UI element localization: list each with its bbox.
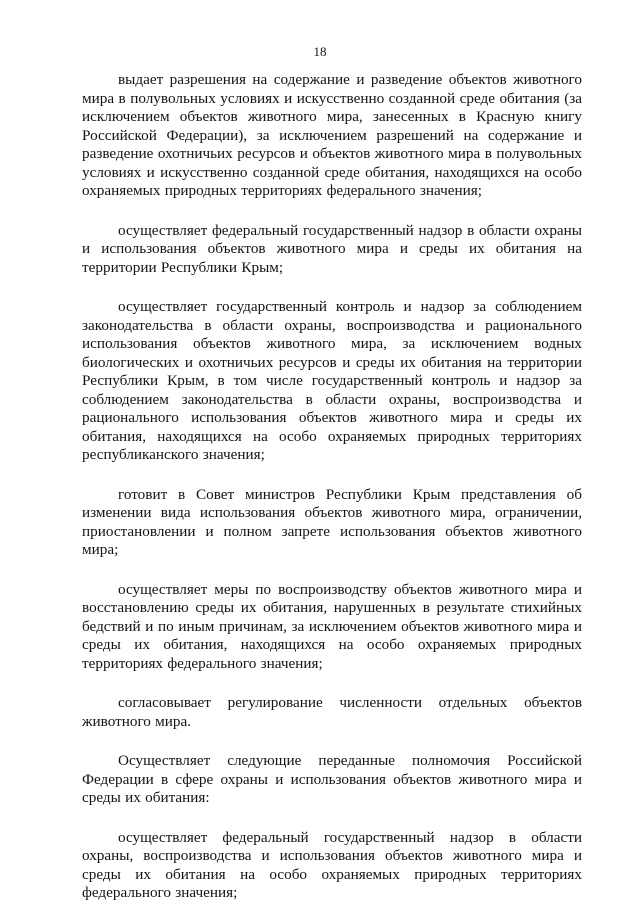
paragraph-population-regulation: согласовывает регулирование численности отдельных объектов животного мира. — [82, 694, 582, 730]
paragraph-council-submissions: готовит в Совет министров Республики Крым представления об изменении вида использования объектов животного мира, ограничении, приостановлении и полном запрете использования объектов животного мира; — [82, 485, 582, 558]
paragraph-federal-supervision-crimea: осуществляет федеральный государственный надзор в области охраны и использования объектов животного мира и среды их обитания на территории Республики Крым; — [82, 221, 582, 276]
paragraph-protected-territories-supervision: осуществляет федеральный государственный надзор в области охраны, воспроизводства и использования объектов животного мира и среды их обитания на особо охраняемых природных территориях федерального значения; — [82, 828, 582, 901]
page-number: 18 — [313, 44, 327, 59]
paragraph-delegated-powers: Осуществляет следующие переданные полномочия Российской Федерации в сфере охраны и использования объектов животного мира и среды их обитания: — [82, 752, 582, 806]
paragraph-reproduction-measures: осуществляет меры по воспроизводству объектов животного мира и восстановлению среды их обитания, нарушенных в результате стихийных бедствий и по иным причинам, за исключением объектов животного мира и среды их обитания, находящихся на особо охраняемых природных территориях федерального значения; — [82, 580, 582, 672]
document-body — [82, 71, 582, 903]
paragraph-state-control: осуществляет государственный контроль и надзор за соблюдением законодательства в области охраны, воспроизводства и рационального использования объектов животного мира, за исключением водных биологических и охотничьих ресурсов и среды их обитания на территории Республики Крым, в том числе государственный контроль и надзор за соблюдением законодательства в области охраны, воспроизводства и рационального использования объектов животного мира и среды их обитания, находящихся на особо охраняемых природных территориях республиканского значения; — [82, 298, 582, 463]
paragraph-permits-breeding: выдает разрешения на содержание и разведение объектов животного мира в полувольных условиях и искусственно созданной среде обитания (за исключением объектов животного мира, занесенных в Красную книгу Российской Федерации), за исключением разрешений на содержание и разведение охотничьих ресурсов и объектов животного мира в полувольных условиях и искусственно созданной среде обитания, находящихся на особо охраняемых природных территориях федерального значения; — [82, 71, 582, 199]
